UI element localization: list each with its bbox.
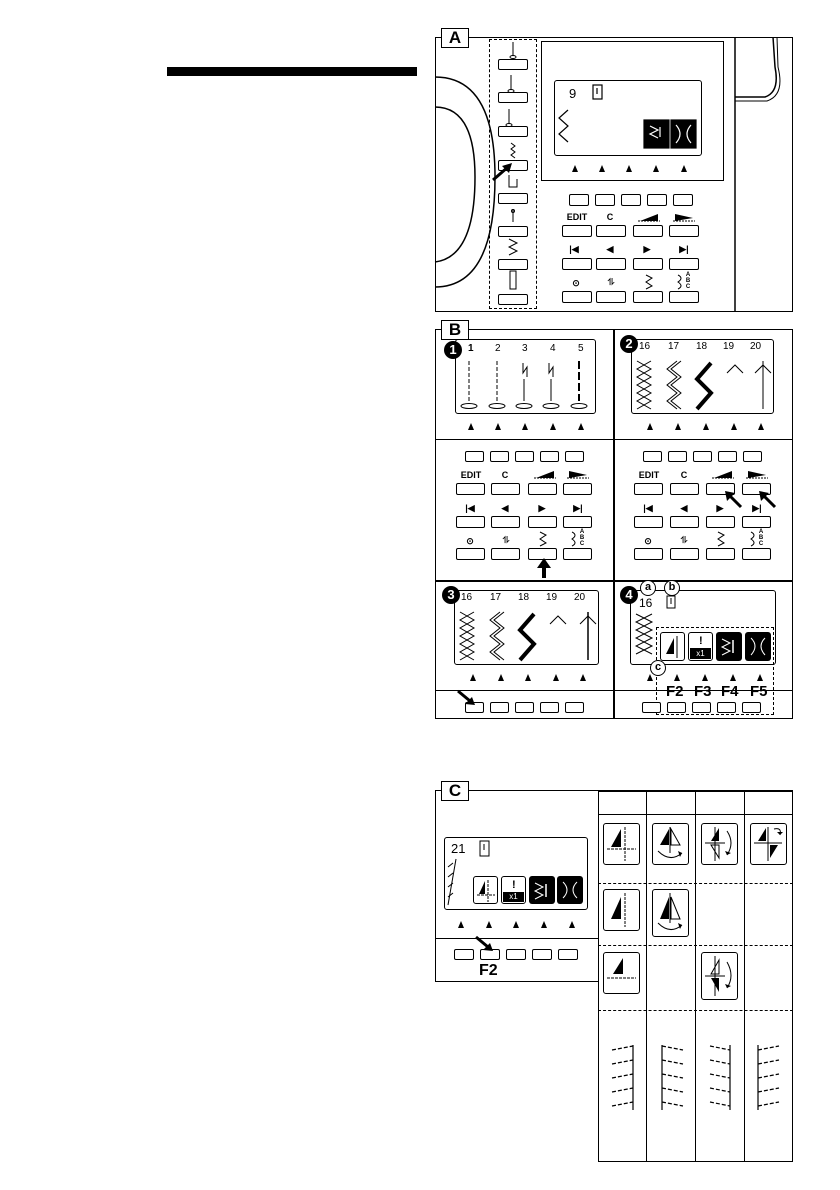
step3-number: 17 <box>490 592 502 603</box>
step1-number: 4 <box>550 343 556 354</box>
left-icon: ◀ <box>680 503 688 513</box>
width-icon <box>534 469 558 479</box>
soft-key-f3[interactable] <box>693 451 712 462</box>
soft-key-f4[interactable] <box>540 702 559 713</box>
width-icon <box>712 469 736 479</box>
soft-key-f5[interactable] <box>742 702 761 713</box>
length-icon <box>567 469 591 479</box>
cursor-right-button[interactable] <box>528 516 557 528</box>
cursor-left-button[interactable] <box>491 516 520 528</box>
edit-button[interactable] <box>634 483 663 495</box>
needle-icon: ⥮ <box>502 535 510 545</box>
panel-a-tag: A <box>441 28 469 48</box>
soft-key-indicator <box>647 674 653 681</box>
soft-key-f2[interactable] <box>490 702 509 713</box>
soft-key-f1[interactable] <box>465 451 484 462</box>
soft-key-f3[interactable] <box>515 451 534 462</box>
cursor-left-button[interactable] <box>596 258 626 270</box>
soft-key-indicator <box>674 674 680 681</box>
mirror-none-glyph <box>603 823 640 865</box>
soft-key-indicator <box>553 674 559 681</box>
stitch-length-button[interactable] <box>563 483 592 495</box>
mirror-vertical-glyph <box>701 823 738 865</box>
step3-number: 16 <box>461 592 473 603</box>
soft-key-indicator <box>758 423 764 430</box>
cursor-last-button[interactable] <box>742 516 771 528</box>
soft-key-f3[interactable] <box>506 949 526 960</box>
soft-key-indicator <box>730 674 736 681</box>
mirror-horizontal-glyph <box>652 823 689 865</box>
stitch-width-button[interactable] <box>633 225 663 237</box>
soft-key-indicator <box>703 423 709 430</box>
soft-key-indicator <box>653 165 659 172</box>
soft-key-indicator <box>550 423 556 430</box>
panel-b-vdivider <box>613 329 615 719</box>
first-icon: |◀ <box>643 503 653 513</box>
fkey-label-f2: F2 <box>479 962 498 979</box>
cursor-first-button[interactable] <box>634 516 663 528</box>
mirror-option-glyph <box>603 889 640 931</box>
length-icon <box>746 469 770 479</box>
cursor-last-button[interactable] <box>563 516 592 528</box>
needle-button[interactable] <box>670 548 699 560</box>
left-icon: ◀ <box>501 503 509 513</box>
soft-key-f1[interactable] <box>454 949 474 960</box>
step2-number: 16 <box>639 341 651 352</box>
soft-key-f3[interactable] <box>692 702 711 713</box>
step2-marker: 2 <box>620 335 638 353</box>
panel-b-tag: B <box>441 320 469 340</box>
needle-icon: ⥮ <box>607 277 615 287</box>
clear-button[interactable] <box>596 225 626 237</box>
step2-stitch-patterns <box>631 339 774 414</box>
soft-key-f4[interactable] <box>718 451 737 462</box>
soft-key-indicator <box>757 674 763 681</box>
step4-marker: 4 <box>620 586 638 604</box>
fkey-label-f3: F3 <box>694 683 712 700</box>
soft-key-indicator <box>498 674 504 681</box>
pattern-mode-icon <box>644 274 654 290</box>
cursor-first-button[interactable] <box>562 258 592 270</box>
soft-key-f5[interactable] <box>673 194 693 206</box>
soft-key-f1[interactable] <box>569 194 589 206</box>
soft-key-f1[interactable] <box>643 451 662 462</box>
fkey-label-f4: F4 <box>721 683 739 700</box>
repeat-count: x1 <box>503 892 524 902</box>
mirror-icon-glyph <box>473 876 498 904</box>
step2-number: 20 <box>750 341 762 352</box>
soft-key-indicator <box>578 423 584 430</box>
grid-row-line <box>598 945 793 946</box>
f4-icon-glyph <box>716 632 742 661</box>
arrow-icon <box>490 160 520 182</box>
soft-key-indicator <box>541 921 547 928</box>
step4-pattern-number: 16 <box>639 596 653 610</box>
soft-key-f2[interactable] <box>490 451 509 462</box>
soft-key-f4[interactable] <box>717 702 736 713</box>
callout-c: c <box>650 660 666 676</box>
panel-c-tag: C <box>441 781 469 801</box>
soft-key-f2[interactable] <box>595 194 615 206</box>
step1-number: 1 <box>468 343 474 354</box>
soft-key-f5[interactable] <box>565 702 584 713</box>
letters-mode-label: ABC <box>579 529 585 547</box>
soft-key-indicator <box>458 921 464 928</box>
pattern-mode-button[interactable] <box>706 548 735 560</box>
soft-key-indicator <box>468 423 474 430</box>
soft-key-indicator <box>572 165 578 172</box>
clear-label: C <box>680 470 688 480</box>
right-icon: ▶ <box>643 244 651 254</box>
soft-key-indicator <box>599 165 605 172</box>
soft-key-indicator <box>681 165 687 172</box>
soft-key-indicator <box>647 423 653 430</box>
clear-button[interactable] <box>491 483 520 495</box>
clear-label: C <box>501 470 509 480</box>
soft-key-f3[interactable] <box>621 194 641 206</box>
last-icon: ▶| <box>752 503 762 513</box>
up-arrow-icon <box>536 557 552 579</box>
last-icon: ▶| <box>573 503 583 513</box>
memory-button[interactable] <box>634 548 663 560</box>
soft-key-f2[interactable] <box>667 702 686 713</box>
step1-number: 5 <box>578 343 584 354</box>
step2-number: 17 <box>668 341 680 352</box>
stitch-width-button[interactable] <box>528 483 557 495</box>
left-icon: ◀ <box>606 244 614 254</box>
arrow-icon <box>456 689 478 707</box>
mirror-rotate-glyph <box>701 952 738 1000</box>
step3-stitch-patterns <box>454 590 599 665</box>
edit-label: EDIT <box>638 470 660 480</box>
memory-button[interactable] <box>562 291 592 303</box>
cursor-right-button[interactable] <box>633 258 663 270</box>
soft-key-f4[interactable] <box>647 194 667 206</box>
panel-c-rule <box>435 938 598 939</box>
soft-key-indicator <box>569 921 575 928</box>
mirror-both-glyph <box>750 823 787 865</box>
fkey-label-f5: F5 <box>750 683 768 700</box>
title-bar <box>167 67 417 76</box>
step2-number: 18 <box>696 341 708 352</box>
needle-icon: ⥮ <box>680 535 688 545</box>
first-icon: |◀ <box>569 244 579 254</box>
memory-button[interactable] <box>456 548 485 560</box>
f5-icon-glyph <box>557 876 583 904</box>
edit-button[interactable] <box>562 225 592 237</box>
soft-key-indicator <box>522 423 528 430</box>
memory-icon: ⊙ <box>644 536 652 546</box>
stitch-length-button[interactable] <box>669 225 699 237</box>
memory-icon: ⊙ <box>466 536 474 546</box>
last-icon: ▶| <box>679 244 689 254</box>
f4-icon-glyph <box>529 876 555 904</box>
cursor-first-button[interactable] <box>456 516 485 528</box>
clear-button[interactable] <box>670 483 699 495</box>
right-icon: ▶ <box>716 503 724 513</box>
pattern-mode-button[interactable] <box>633 291 663 303</box>
pattern-mode-icon <box>538 531 548 547</box>
soft-key-f5[interactable] <box>558 949 578 960</box>
first-icon: |◀ <box>465 503 475 513</box>
step2-number: 19 <box>723 341 735 352</box>
edit-button[interactable] <box>456 483 485 495</box>
soft-key-indicator <box>626 165 632 172</box>
edit-label: EDIT <box>460 470 482 480</box>
soft-key-f5[interactable] <box>565 451 584 462</box>
cursor-last-button[interactable] <box>669 258 699 270</box>
repeat-count: x1 <box>690 648 711 659</box>
step1-marker: 1 <box>444 341 462 359</box>
step3-number: 20 <box>574 592 586 603</box>
width-icon <box>638 212 662 222</box>
soft-key-indicator <box>486 921 492 928</box>
letters-mode-button[interactable] <box>563 548 592 560</box>
repeat-mark: ! <box>512 879 516 891</box>
panel-b-rule-left <box>435 439 613 440</box>
letters-mode-label: ABC <box>685 272 691 290</box>
letters-mode-button[interactable] <box>669 291 699 303</box>
edit-label: EDIT <box>566 212 588 222</box>
soft-key-f4[interactable] <box>532 949 552 960</box>
length-icon <box>673 212 697 222</box>
repeat-mark: ! <box>699 635 703 647</box>
soft-key-indicator <box>495 423 501 430</box>
step1-number: 3 <box>522 343 528 354</box>
mirror-icon-glyph <box>660 632 685 661</box>
cursor-right-button[interactable] <box>706 516 735 528</box>
step3-number: 18 <box>518 592 530 603</box>
panel-b-hdivider <box>435 580 793 582</box>
soft-key-indicator <box>731 423 737 430</box>
arrow-icon <box>474 935 496 953</box>
soft-key-f1[interactable] <box>642 702 661 713</box>
step3-marker: 3 <box>442 586 460 604</box>
callout-b: b <box>664 580 680 596</box>
panel-c-pattern-number: 21 <box>451 841 466 856</box>
step3-number: 19 <box>546 592 558 603</box>
needle-button[interactable] <box>491 548 520 560</box>
lcd-pattern-number: 9 <box>569 86 577 101</box>
soft-key-f2[interactable] <box>668 451 687 462</box>
grid-header-line <box>598 814 793 815</box>
soft-key-indicator <box>470 674 476 681</box>
soft-key-f3[interactable] <box>515 702 534 713</box>
cursor-left-button[interactable] <box>670 516 699 528</box>
soft-key-indicator <box>702 674 708 681</box>
letters-mode-label: ABC <box>758 529 764 547</box>
lcd-a-graphics <box>554 80 702 156</box>
stitch-preview-row <box>598 1010 793 1160</box>
soft-key-f4[interactable] <box>540 451 559 462</box>
panel-b-rule-right <box>614 439 793 440</box>
needle-button[interactable] <box>596 291 626 303</box>
mirror-rotate-glyph <box>652 889 689 937</box>
grid-row-line <box>598 883 793 884</box>
soft-key-indicator <box>580 674 586 681</box>
step1-stitch-patterns <box>455 339 596 414</box>
soft-key-indicator <box>675 423 681 430</box>
clear-label: C <box>606 212 614 222</box>
mirror-option-glyph <box>603 952 640 994</box>
soft-key-f5[interactable] <box>743 451 762 462</box>
step1-number: 2 <box>495 343 501 354</box>
f5-icon-glyph <box>745 632 771 661</box>
pattern-mode-icon <box>716 531 726 547</box>
soft-key-indicator <box>513 921 519 928</box>
letters-mode-button[interactable] <box>742 548 771 560</box>
callout-a: a <box>640 580 656 596</box>
soft-key-indicator <box>525 674 531 681</box>
fkey-label-f2: F2 <box>666 683 684 700</box>
right-icon: ▶ <box>538 503 546 513</box>
memory-icon: ⊙ <box>572 278 580 288</box>
